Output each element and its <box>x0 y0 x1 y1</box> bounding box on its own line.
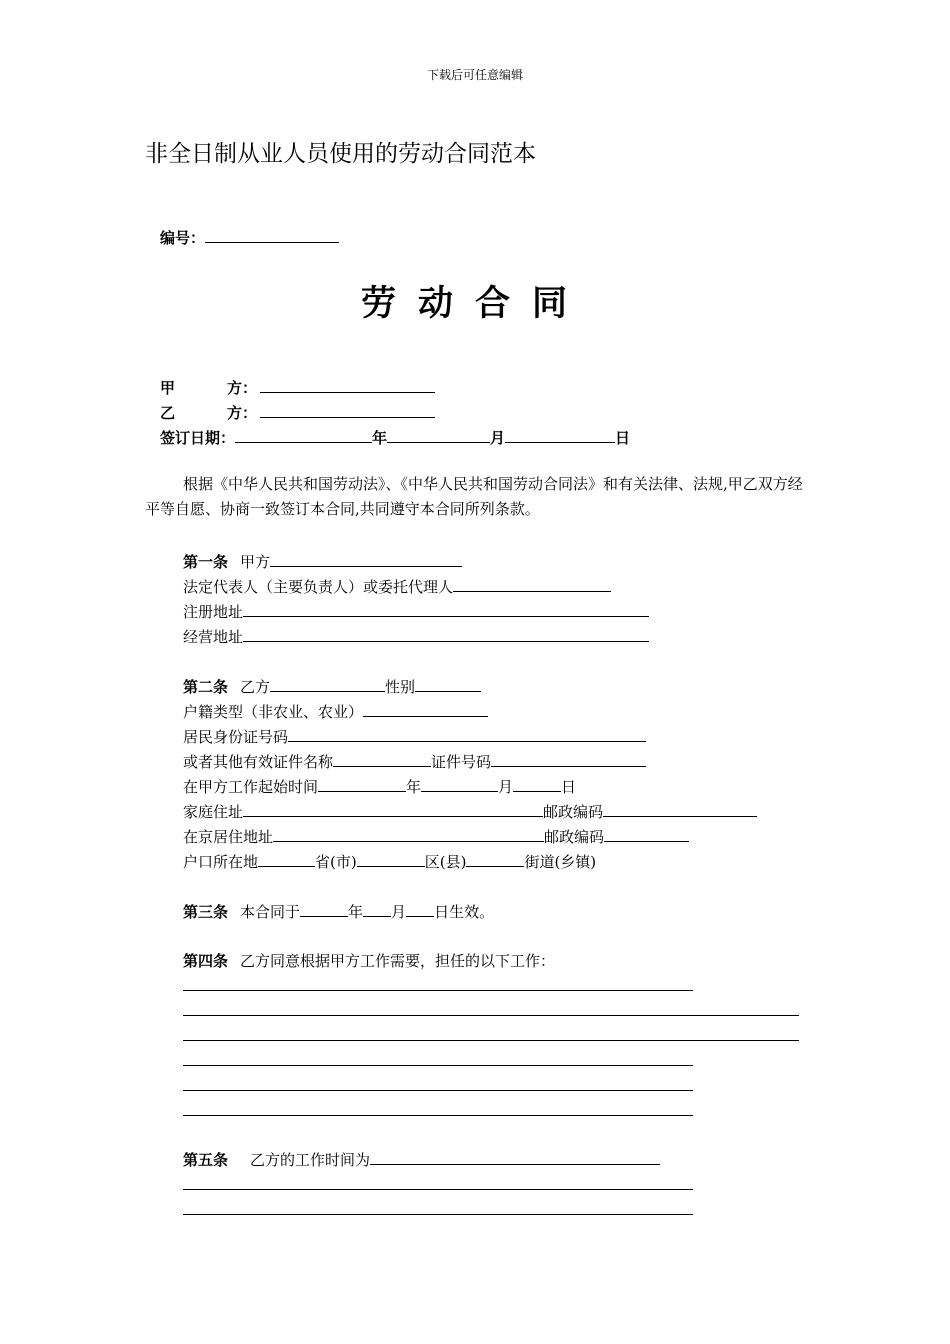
art1-line3 <box>183 601 649 622</box>
art2-postcode-blank <box>603 801 757 817</box>
party-b-label <box>160 402 260 423</box>
art5-line <box>183 1149 660 1170</box>
party-b-suffix: 方： <box>227 404 258 422</box>
art2-line4 <box>183 751 646 772</box>
contract-number <box>160 227 339 248</box>
header-note: 下载后可任意编辑 <box>426 68 523 82</box>
sign-date-label: 签订日期： <box>160 429 236 447</box>
art2-title: 第二条 <box>183 678 229 696</box>
art4-rule-1 <box>183 990 693 991</box>
art1-line4 <box>183 626 649 647</box>
art5-title: 第五条 <box>183 1151 229 1169</box>
art2-gender-label: 性别 <box>385 678 416 696</box>
party-b-line <box>160 402 435 423</box>
art2-home-addr-blank <box>243 801 543 817</box>
sign-year-blank <box>235 427 372 443</box>
art2-bj-addr-label: 在京居住地址 <box>183 828 274 846</box>
art2-province-blank <box>258 851 315 867</box>
art3-month-label: 月 <box>391 903 407 921</box>
sign-day-blank <box>505 427 615 443</box>
art2-start-year-blank <box>318 776 406 792</box>
art2-street-blank <box>466 851 524 867</box>
art2-bj-addr-blank <box>273 826 544 842</box>
art5-rule-1 <box>183 1189 693 1190</box>
art1-title: 第一条 <box>183 553 229 571</box>
art2-hukou-type-label: 户籍类型（非农业、农业） <box>183 703 364 721</box>
art3-day-blank <box>406 901 434 917</box>
art2-hukou-type-blank <box>363 701 488 717</box>
art4-rule-2 <box>183 1015 799 1016</box>
party-a-char: 甲 <box>160 379 176 397</box>
sign-date-line <box>160 427 630 448</box>
art2-line3 <box>183 726 646 747</box>
art1-rep-label: 法定代表人（主要负责人）或委托代理人 <box>183 578 454 596</box>
art2-id-blank <box>288 726 646 742</box>
art3-year-label: 年 <box>348 903 364 921</box>
art2-other-id-blank <box>333 751 431 767</box>
preamble-paragraph: 根据《中华人民共和国劳动法》、《中华人民共和国劳动合同法》和有关法律、法规,甲乙双方经平等自愿、协商一致签订本合同,共同遵守本合同所列条款。 <box>145 475 803 518</box>
sign-month-blank <box>387 427 490 443</box>
art2-bj-postcode-label: 邮政编码 <box>544 828 605 846</box>
art5-blank <box>370 1149 660 1165</box>
art3-title: 第三条 <box>183 903 229 921</box>
art1-biz-addr-blank <box>243 626 649 642</box>
art1-line1 <box>183 551 462 572</box>
art3-prefix: 本合同于 <box>240 903 301 921</box>
art1-biz-addr-label: 经营地址 <box>183 628 244 646</box>
contract-number-label: 编号： <box>160 229 206 247</box>
art4-rule-3 <box>183 1040 799 1041</box>
art2-year-label: 年 <box>406 778 422 796</box>
art3-year-blank <box>300 901 348 917</box>
party-a-suffix: 方： <box>227 379 258 397</box>
main-title: 劳动合同 <box>360 284 589 324</box>
art2-street-label: 街道(乡镇) <box>524 853 597 871</box>
art2-id-num-blank <box>491 751 646 767</box>
party-a-blank <box>260 377 435 393</box>
art2-district-label: 区(县) <box>424 853 467 871</box>
art1-line2 <box>183 576 611 597</box>
contract-number-blank <box>205 227 339 243</box>
art2-line8 <box>183 851 596 872</box>
art2-day-label: 日 <box>561 778 577 796</box>
art4-title: 第四条 <box>183 952 229 970</box>
art2-postcode-label: 邮政编码 <box>543 803 604 821</box>
art2-line7 <box>183 826 689 847</box>
art2-province-label: 省(市) <box>315 853 357 871</box>
art5-text: 乙方的工作时间为 <box>250 1151 371 1169</box>
sign-month-label: 月 <box>490 429 506 447</box>
art2-other-id-label: 或者其他有效证件名称 <box>183 753 334 771</box>
art2-gender-blank <box>415 676 481 692</box>
art1-party-blank <box>270 551 462 567</box>
art4-rule-5 <box>183 1090 693 1091</box>
art2-district-blank <box>357 851 425 867</box>
art4-rule-4 <box>183 1065 693 1066</box>
party-b-char: 乙 <box>160 404 176 422</box>
art3-month-blank <box>363 901 391 917</box>
art2-start-month-blank <box>421 776 498 792</box>
art3-suffix: 日生效。 <box>434 903 495 921</box>
art2-line1 <box>183 676 481 697</box>
party-b-blank <box>260 402 435 418</box>
art2-bj-postcode-blank <box>604 826 689 842</box>
art4-rule-6 <box>183 1115 693 1116</box>
art2-start-day-blank <box>513 776 561 792</box>
sign-day-label: 日 <box>615 429 631 447</box>
art2-party-label: 乙方 <box>240 678 271 696</box>
art2-hukou-loc-label: 户口所在地 <box>183 853 259 871</box>
art2-id-num-label: 证件号码 <box>431 753 492 771</box>
art5-rule-2 <box>183 1214 693 1215</box>
art2-month-label: 月 <box>498 778 514 796</box>
party-a-line <box>160 377 435 398</box>
art2-party-blank <box>270 676 385 692</box>
art2-start-label: 在甲方工作起始时间 <box>183 778 319 796</box>
art1-party-label: 甲方 <box>240 553 271 571</box>
art3-line <box>183 901 494 922</box>
party-a-label <box>160 377 260 398</box>
document-title: 非全日制从业人员使用的劳动合同范本 <box>145 141 536 167</box>
art1-reg-addr-blank <box>243 601 649 617</box>
art2-line6 <box>183 801 757 822</box>
art2-line5 <box>183 776 576 797</box>
art1-reg-addr-label: 注册地址 <box>183 603 244 621</box>
art2-home-addr-label: 家庭住址 <box>183 803 244 821</box>
art4-line <box>183 950 555 971</box>
art1-rep-blank <box>453 576 611 592</box>
art2-line2 <box>183 701 488 722</box>
art2-id-label: 居民身份证号码 <box>183 728 289 746</box>
art4-text: 乙方同意根据甲方工作需要，担任的以下工作： <box>240 952 556 970</box>
sign-year-label: 年 <box>372 429 388 447</box>
